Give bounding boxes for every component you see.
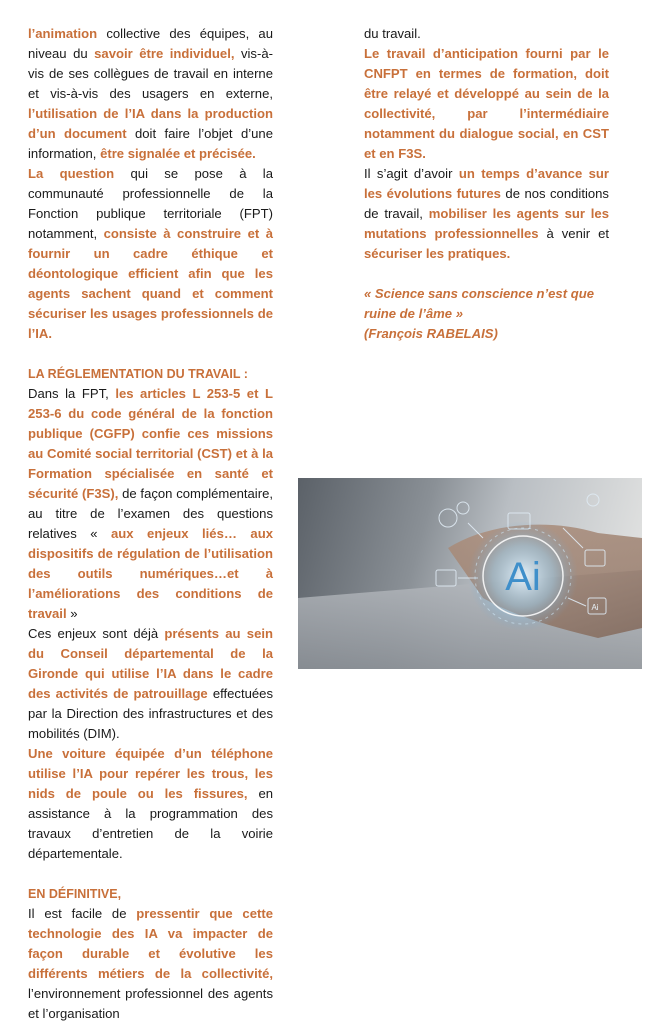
body-text: collective des équipes, au niveau du [28,26,273,61]
paragraph-anticipation [364,164,609,264]
ai-illustration-image [298,478,642,669]
highlight-text: aux enjeux liés… aux dispositifs de régulation de l’utilisation des outils numériques…et à l’améliorations des conditions de travail [28,526,273,621]
highlight-text: Une voiture équipée d’un téléphone utilise l’IA pour repérer les trous, les nids de poule ou les fissures, [28,746,273,801]
body-text: l’environnement professionnel des agents et l’organisation [28,986,273,1021]
ai-label: Ai [505,555,541,599]
highlight-text: les articles L 253-5 et L 253-6 du code général de la fonction publique (CGFP) confie ces missions au Comité social territorial (CST) et à la Formation spécialisée en santé et sécurité (F3S), [28,386,273,501]
highlight-text: savoir être individuel, [94,46,235,61]
right-column [364,24,609,344]
left-column [28,24,273,1024]
highlight-text: mobiliser les agents sur les mutations professionnelles [364,206,609,241]
paragraph-voiture [28,744,273,864]
body-text: Il s’agit d’avoir [364,166,459,181]
body-text: en assistance à la programmation des travaux d’entretien de la voirie départementale. [28,786,274,861]
section-heading-definitive: EN DÉFINITIVE, [28,887,122,901]
highlight-text: La question [28,166,115,181]
quote-text: « Science sans conscience n’est que ruine de l’âme » [364,286,594,321]
highlight-text: un temps d’avance sur les évolutions futures [364,166,609,201]
body-text: » [66,606,78,621]
highlight-text: l’animation [28,26,98,41]
paragraph-continuation: du travail. [364,26,421,41]
paragraph-cnfpt: Le travail d’anticipation fourni par le CNFPT en termes de formation, doit être relayé et développé au sein de la collectivité, par l’intermédiaire notamment du dialogue social, en CST et en F3S. [364,46,609,161]
highlight-text: consiste à construire et à fournir un cadre éthique et déontologique efficient afin que les agents sachent quand et comment sécuriser les usages professionnels de l’IA. [28,226,273,341]
ai-chip-label: Ai [591,603,599,612]
ai-illustration-graphic [298,478,642,669]
paragraph-question [28,164,273,344]
highlight-text: pressentir que cette technologie des IA va impacter de façon durable et évolutive les différents métiers de la collectivité, [28,906,274,981]
body-text: de façon complémentaire, au titre de l’examen des questions relatives « [28,486,273,541]
paragraph-conclusion [28,904,273,1024]
body-text: qui se pose à la communauté professionnelle de la Fonction publique territoriale (FPT) notamment, [28,166,273,241]
body-text: doit faire l’objet d’une information, [28,126,273,161]
quote-author: (François RABELAIS) [364,326,498,341]
body-text: Dans la FPT, [28,386,116,401]
highlight-text: présents au sein du Conseil départemental de la Gironde qui utilise l’IA dans le cadre des activités de patrouillage [28,626,273,701]
highlight-text: l’utilisation de l’IA dans la production d’un document [28,106,273,141]
paragraph-gironde [28,624,273,744]
paragraph-ia-usage [28,24,273,164]
highlight-text: sécuriser les pratiques. [364,246,511,261]
body-text: vis-à-vis de ses collègues de travail en interne et vis-à-vis des usagers en externe, [28,46,273,101]
body-text: effectuées par la Direction des infrastructures et des mobilités (DIM). [28,686,274,741]
paragraph-articles [28,384,273,624]
body-text: Ces enjeux sont déjà [28,626,165,641]
body-text: à venir et [538,226,609,241]
body-text: de nos conditions de travail, [364,186,609,221]
highlight-text: être signalée et précisée. [100,146,256,161]
section-heading-reglementation: LA RÉGLEMENTATION DU TRAVAIL : [28,367,248,381]
body-text: Il est facile de [28,906,137,921]
